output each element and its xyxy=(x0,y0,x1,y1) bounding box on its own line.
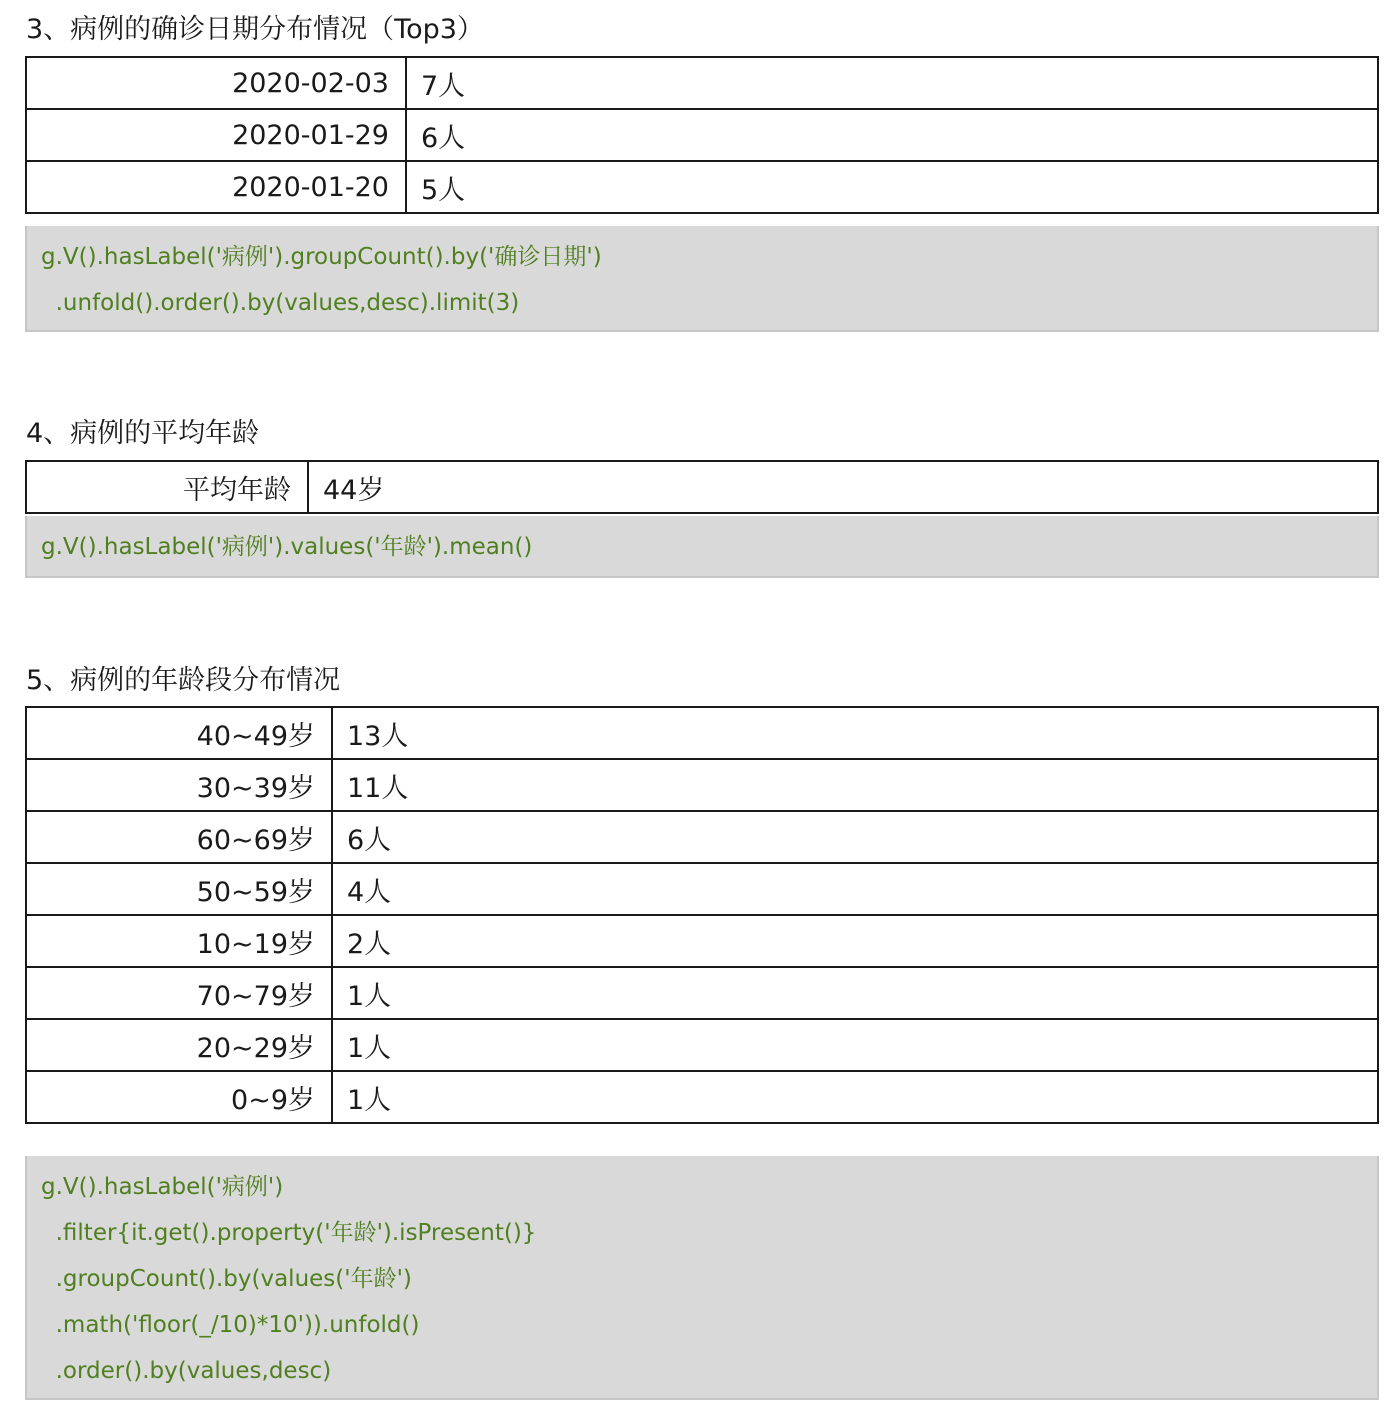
code-block-date-distribution xyxy=(25,226,1379,332)
code-line: g.V().hasLabel('病例') xyxy=(41,1174,284,1200)
code-line: g.V().hasLabel('病例').groupCount().by('确诊日期') xyxy=(41,244,602,270)
table-row xyxy=(26,707,1378,759)
average-age-table xyxy=(25,460,1379,514)
count-cell: 11人 xyxy=(332,759,1378,811)
count-cell: 1人 xyxy=(332,1019,1378,1071)
age-range-cell: 0~9岁 xyxy=(26,1071,332,1123)
count-cell: 1人 xyxy=(332,967,1378,1019)
code-line: .unfold().order().by(values,desc).limit(3) xyxy=(41,290,520,316)
count-cell: 6人 xyxy=(406,109,1378,161)
code-block-average-age xyxy=(25,516,1379,578)
date-distribution-table xyxy=(25,56,1379,214)
date-cell: 2020-01-20 xyxy=(26,161,406,213)
age-range-cell: 10~19岁 xyxy=(26,915,332,967)
count-cell: 1人 xyxy=(332,1071,1378,1123)
count-cell: 2人 xyxy=(332,915,1378,967)
code-line: g.V().hasLabel('病例').values('年龄').mean() xyxy=(41,534,533,560)
section-4-heading: 4、病例的平均年龄 xyxy=(26,418,260,449)
code-line: .filter{it.get().property('年龄').isPresent()} xyxy=(41,1220,537,1246)
table-row xyxy=(26,1071,1378,1123)
age-range-cell: 70~79岁 xyxy=(26,967,332,1019)
age-group-table xyxy=(25,706,1379,1124)
value-cell: 44岁 xyxy=(308,461,1378,513)
count-cell: 7人 xyxy=(406,57,1378,109)
age-range-cell: 40~49岁 xyxy=(26,707,332,759)
date-cell: 2020-01-29 xyxy=(26,109,406,161)
table-row xyxy=(26,967,1378,1019)
table-row xyxy=(26,461,1378,513)
table-row xyxy=(26,109,1378,161)
code-line: .math('floor(_/10)*10')).unfold() xyxy=(41,1312,420,1338)
table-row xyxy=(26,915,1378,967)
label-cell: 平均年龄 xyxy=(26,461,308,513)
count-cell: 6人 xyxy=(332,811,1378,863)
age-range-cell: 60~69岁 xyxy=(26,811,332,863)
age-range-cell: 20~29岁 xyxy=(26,1019,332,1071)
count-cell: 13人 xyxy=(332,707,1378,759)
table-row xyxy=(26,811,1378,863)
section-3-heading: 3、病例的确诊日期分布情况（Top3） xyxy=(26,14,484,45)
table-row xyxy=(26,759,1378,811)
age-range-cell: 50~59岁 xyxy=(26,863,332,915)
table-row xyxy=(26,1019,1378,1071)
count-cell: 5人 xyxy=(406,161,1378,213)
date-cell: 2020-02-03 xyxy=(26,57,406,109)
table-row xyxy=(26,57,1378,109)
code-line: .order().by(values,desc) xyxy=(41,1358,332,1384)
age-range-cell: 30~39岁 xyxy=(26,759,332,811)
table-row xyxy=(26,863,1378,915)
section-5-heading: 5、病例的年龄段分布情况 xyxy=(26,665,341,696)
code-block-age-groups xyxy=(25,1156,1379,1400)
code-line: .groupCount().by(values('年龄') xyxy=(41,1266,412,1292)
count-cell: 4人 xyxy=(332,863,1378,915)
table-row xyxy=(26,161,1378,213)
